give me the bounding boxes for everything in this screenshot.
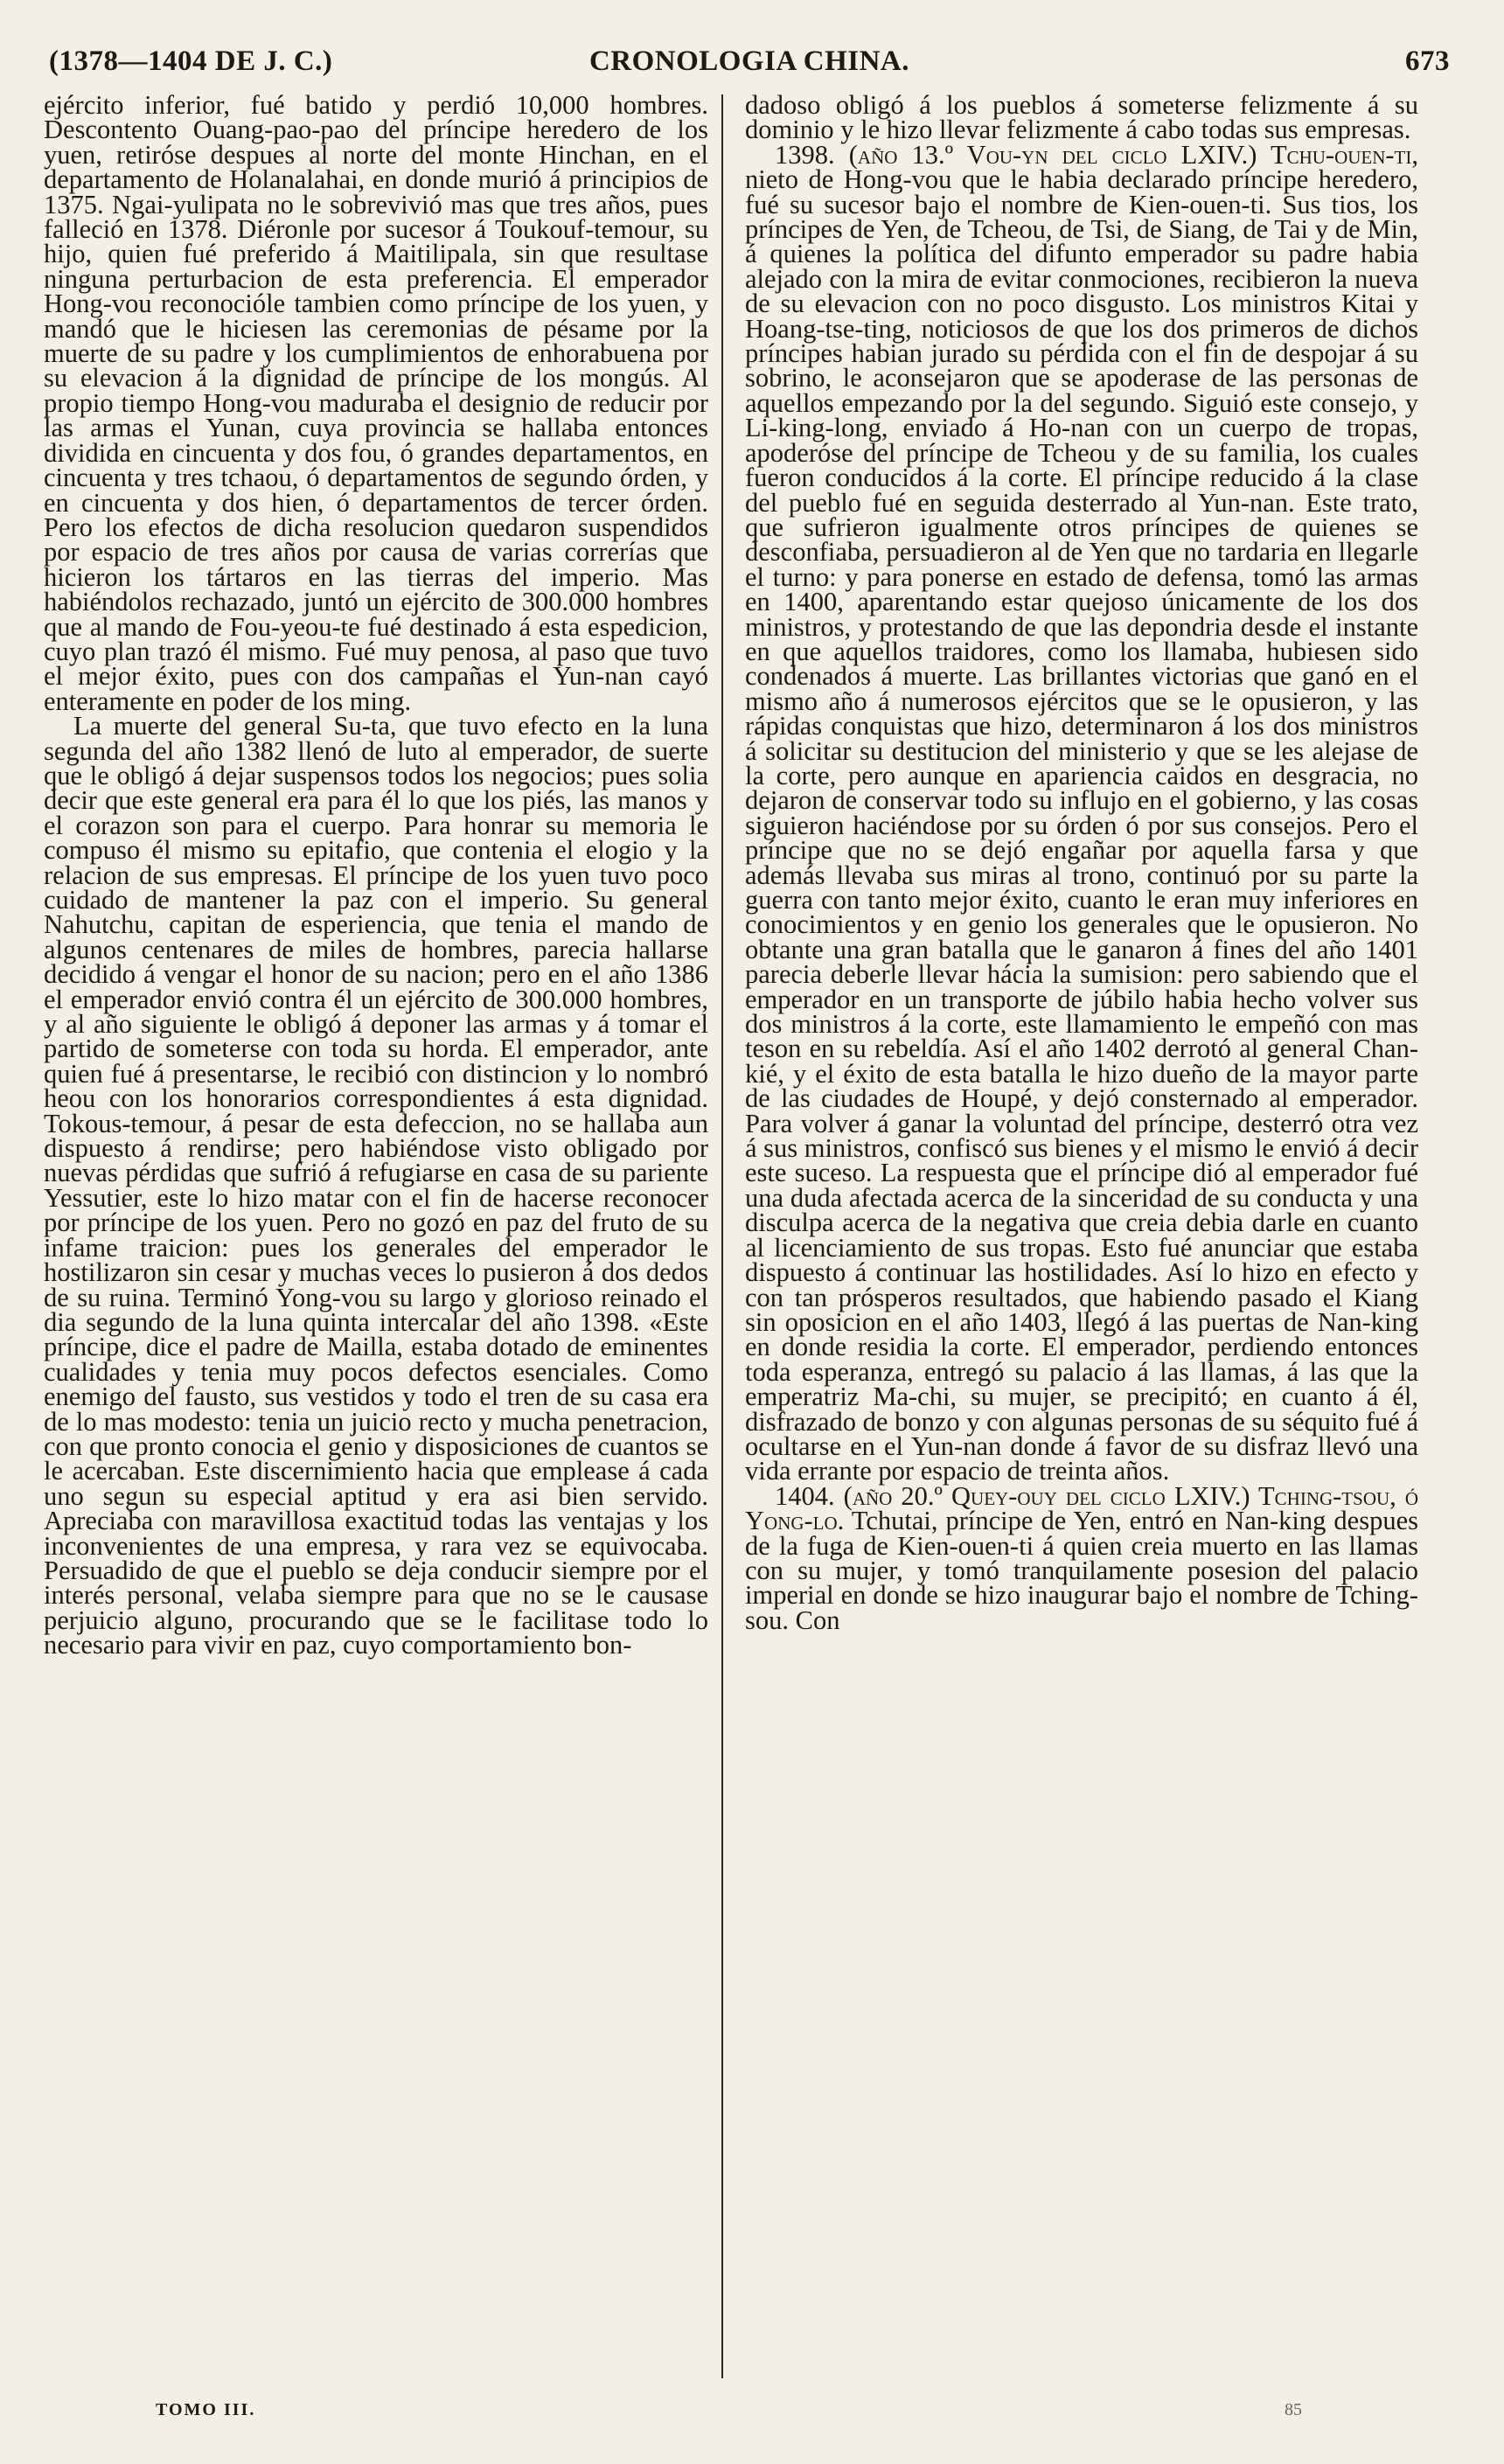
entry-text: dadoso obligó á los pueblos á someterse felizmente á su dominio y le hizo llevar felizmente á cabo todas sus empresas. <box>745 90 1418 145</box>
entry-heading: 1398. (año 13.º Vou-yn del ciclo LXIV.) Tchu-ouen-ti, <box>775 139 1418 170</box>
volume-label: TOMO III. <box>156 2400 256 2419</box>
paragraph: La muerte del general Su-ta, que tuvo efecto en la luna segunda del año 1382 llenó de luto al emperador, de suerte que le obligó á dejar suspensos todos los negocios; pues solia decir que este general era para él lo que los piés, las manos y el corazon son para el cuerpo. Para honrar su memoria le compuso él mismo su epitafio, que contenia el elogio y la relacion de sus empresas. El príncipe de los yuen tuvo poco cuidado de mantener la paz con el imperio. Su general Nahutchu, capitan de esperiencia, que tenia el mando de algunos centenares de miles de hombres, parecia hallarse decidido á vengar el honor de su nacion; pero en el año 1386 el emperador envió contra él un ejército de 300.000 hombres, y al año siguiente le obligó á deponer las armas y á tomar el partido de someterse con toda su horda. El emperador, ante quien fué á presentarse, le recibió con distincion y lo nombró heou con los honorarios correspondientes á esta dignidad. Tokous-temour, á pesar de esta defeccion, no se hallaba aun dispuesto á rendirse; pero habiéndose visto obligado por nuevas pérdidas que sufrió á refugiarse en casa de su pariente Yessutier, este lo hizo matar con el fin de hacerse reconocer por príncipe de los yuen. Pero no gozó en paz del fruto de su infame traicion: pues los generales del emperador le hostilizaron sin cesar y muchas veces lo pusieron á dos dedos de su ruina. Terminó Yong-vou su largo y glorioso reinado el dia segundo de la luna quinta intercalar del año 1398. «Este príncipe, dice el padre de Mailla, estaba dotado de eminentes cualidades y tenia muy pocos defectos esenciales. Como enemigo del fausto, sus vestidos y todo el tren de su casa era de lo mas modesto: tenia un juicio recto y mucha penetracion, con que pronto conocia el genio y disposiciones de cuantos se le acercaban. Este discernimiento hacia que emplease á cada uno segun su especial aptitud y era asi bien servido. Apreciaba con maravillosa exactitud todas las ventajas y los inconvenientes de una empresa, y rara vez se equivocaba. Persuadido de que el pueblo se deja conducir siempre por el interés personal, velaba siempre para que no se le causase perjuicio alguno, procurando que se le facilitase todo lo necesario para vivir en paz, cuyo comportamiento bon- <box>44 711 708 1660</box>
entry-heading: 1404. (año 20.º Quey-ouy del ciclo LXIV.) Tching-tsou, ó Yong-lo. <box>745 1480 1418 1536</box>
page-title: CRONOLOGIA CHINA. <box>588 45 910 77</box>
entry-text: Tchutai, príncipe de Yen, entró en Nan-king despues de la fuga de Kien-ouen-ti á quien creia muerto en las llamas con su mujer, y tomó tranquilamente posesion del palacio imperial en donde se hizo inaugurar bajo el nombre de Tching-sou. Con <box>745 1506 1418 1635</box>
entry-text: nieto de Hong-vou que le habia declarado príncipe heredero, fué su sucesor bajo el nombre de Kien-ouen-ti. Sus tios, los príncipes de Yen, de Tcheou, de Tsi, de Siang, de Tai y de Min, á quienes la política del difunto emperador su padre habia alejado con la mira de evitar conmociones, recibieron la nueva de su elevacion con no poco disgusto. Los ministros Kitai y Hoang-tse-ting, noticiosos de que los dos primeros de dichos príncipes habian jurado su pérdida con el fin de despojar á su sobrino, le aconsejaron que se apoderase de las personas de aquellos empezando por la del segundo. Siguió este consejo, y Li-king-long, enviado á Ho-nan con un cuerpo de tropas, apoderóse del príncipe de Tcheou y de su familia, los cuales fueron conducidos á la corte. El príncipe reducido á la clase del pueblo fué en seguida desterrado al Yun-nan. Este trato, que sufrieron igualmente otros príncipes de quienes se desconfiaba, persuadieron al de Yen que no tardaria en llegarle el turno: y para ponerse en estado de defensa, tomó las armas en 1400, aparentando estar quejoso únicamente de los dos ministros, y protestando de que las depondria desde el instante en que aquellos traidores, como los llamaba, hubiesen sido condenados á muerte. Las brillantes victorias que ganó en el mismo año á numerosos ejércitos que se le opusieron, y las rápidas conquistas que hizo, determinaron á los dos ministros á solicitar su destitucion del ministerio y que se les alejase de la corte, pero aunque en apariencia caidos en desgracia, no dejaron de conservar todo su influjo en el gobierno, y las cosas siguieron haciéndose por su órden ó por sus consejos. Pero el príncipe que no se dejó engañar por aquella farsa y que además llevaba sus miras al trono, continuó por su parte la guerra con tanto mejor éxito, cuanto le eran muy inferiores en conocimientos y en genio los generales que le opusieron. No obtante una gran batalla que le ganaron á fines del año 1401 parecia deberle llevar hácia la sumision: pero sabiendo que el emperador en un transporte de júbilo habia hecho volver sus dos ministros á la corte, este llamamiento le empeñó con mas teson en su rebeldía. Así el año 1402 derrotó al general Chan-kié, y el éxito de esta batalla le hizo dueño de la mayor parte de las ciudades de Houpé, y dejó consternado al emperador. Para volver á ganar la voluntad del príncipe, desterró otra vez á sus ministros, confiscó sus bienes y el mismo le envió á decir este suceso. La respuesta que el príncipe dió al emperador fué una duda afectada acerca de la sinceridad de su conducta y una disculpa acerca de la negativa que creia debia darle en cuanto al licenciamiento de sus tropas. Esto fué anunciar que estaba dispuesto á continuar las hostilidades. Así lo hizo en efecto y con tan prósperos resultados, que habiendo pasado el Kiang sin oposicion en el año 1403, llegó á las puertas de Nan-king en donde residia la corte. El emperador, perdiendo entonces toda esperanza, entregó su palacio á las llamas, á las que la emperatriz Ma-chi, su mujer, se precipitó; en cuanto á él, disfrazado de bonzo y con algunas personas de su séquito fué á ocultarse en el Yun-nan donde á favor de su disfraz llevó una vida errante por espacio de treinta años. <box>745 164 1418 1486</box>
paragraph <box>745 90 1418 145</box>
page-number: 673 <box>1405 45 1450 77</box>
header-date-range: (1378—1404 DE J. C.) <box>49 45 333 77</box>
paragraph <box>745 1480 1418 1635</box>
paragraph: ejército inferior, fué batido y perdió 10,000 hombres. Descontento Ouang-pao-pao del príncipe heredero de los yuen, retiróse despues al norte del monte Hinchan, en el departamento de Holanalahai, en donde murió á principios de 1375. Ngai-yulipata no le sobrevivió mas que tres años, pues falleció en 1378. Diéronle por sucesor á Toukouf-temour, su hijo, quien fué preferido á Maitilipala, sin que resultase ninguna perturbacion de esta preferencia. El emperador Hong-vou reconocióle tambien como príncipe de los yuen, y mandó que le hiciesen las ceremonias de pésame por la muerte de su padre y los cumplimientos de enhorabuena por su elevacion á la dignidad de príncipe de los mongús. Al propio tiempo Hong-vou maduraba el designio de reducir por las armas el Yunan, cuya provincia se hallaba entonces dividida en cincuenta y dos fou, ó grandes departamentos, en cincuenta y tres tchaou, ó departamentos de segundo órden, y en cincuenta y dos hien, ó departamentos de tercer órden. Pero los efectos de dicha resolucion quedaron suspendidos por espacio de tres años por causa de varias correrías que hicieron los tártaros en las tierras del imperio. Mas habiéndolos rechazado, juntó un ejército de 300.000 hombres que al mando de Fou-yeou-te fué destinado á esta espedicion, cuyo plan trazó él mismo. Fué muy penosa, al paso que tuvo el mejor éxito, pues con dos campañas el Yun-nan cayó enteramente en poder de los ming. <box>44 90 708 716</box>
paragraph <box>745 139 1418 1486</box>
column-divider <box>721 94 723 2378</box>
right-column <box>745 90 1418 1635</box>
left-column <box>44 90 708 1660</box>
signature-mark: 85 <box>1285 2400 1302 2419</box>
running-header <box>49 45 1450 86</box>
